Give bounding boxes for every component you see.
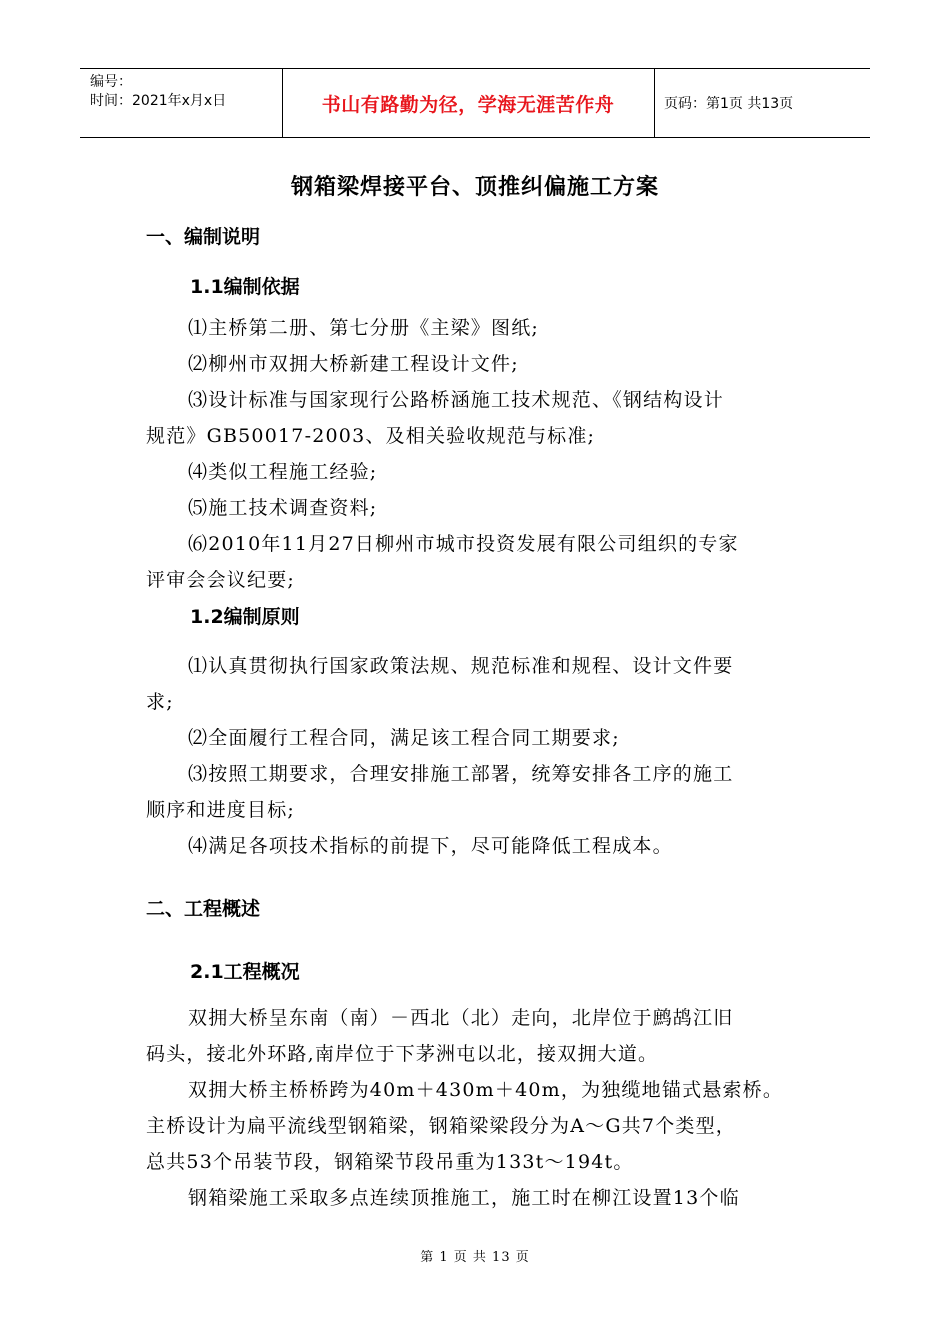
overview-paragraphs bbox=[146, 1000, 806, 1216]
list-item: ⑴认真贯彻执行国家政策法规、规范标准和规程、设计文件要 bbox=[188, 655, 734, 677]
page-footer: 第 1 页 共 13 页 bbox=[420, 1250, 530, 1265]
document-number: 编号： bbox=[90, 74, 132, 90]
list-item: ⑵全面履行工程合同，满足该工程合同工期要求; bbox=[188, 727, 620, 749]
header-page-info: 页码：第1页 共13页 bbox=[664, 96, 794, 112]
header-meta bbox=[80, 69, 283, 137]
list-item: ⑵柳州市双拥大桥新建工程设计文件; bbox=[188, 353, 519, 375]
page-header bbox=[80, 68, 870, 138]
list-item: ⑷类似工程施工经验; bbox=[188, 461, 378, 483]
paragraph-line: 双拥大桥主桥桥跨为40m＋430m＋40m，为独缆地锚式悬索桥。 bbox=[188, 1079, 784, 1101]
list-item: 顺序和进度目标; bbox=[146, 799, 296, 821]
list-item: 规范》GB50017-2003、及相关验收规范与标准; bbox=[146, 425, 596, 447]
paragraph-line: 钢箱梁施工采取多点连续顶推施工，施工时在柳江设置13个临 bbox=[188, 1187, 740, 1209]
principle-list bbox=[146, 648, 806, 864]
list-item: 评审会会议纪要; bbox=[146, 569, 296, 591]
list-item: ⑶按照工期要求，合理安排施工部署，统筹安排各工序的施工 bbox=[188, 763, 734, 785]
section-1-2-heading: 1.2编制原则 bbox=[190, 606, 300, 628]
list-item: ⑸施工技术调查资料; bbox=[188, 497, 378, 519]
section-2-heading: 二、工程概述 bbox=[146, 898, 261, 920]
list-item: ⑹2010年11月27日柳州市城市投资发展有限公司组织的专家 bbox=[188, 533, 739, 555]
header-motto: 书山有路勤为径，学海无涯苦作舟 bbox=[282, 69, 655, 137]
paragraph-line: 双拥大桥呈东南（南）－西北（北）走向，北岸位于鹧鸪江旧 bbox=[188, 1007, 734, 1029]
list-item: ⑷满足各项技术指标的前提下，尽可能降低工程成本。 bbox=[188, 835, 673, 857]
list-item: ⑴主桥第二册、第七分册《主梁》图纸; bbox=[188, 317, 540, 339]
list-item: 求; bbox=[146, 691, 174, 713]
section-1-heading: 一、编制说明 bbox=[146, 226, 261, 248]
paragraph-line: 码头，接北外环路,南岸位于下茅洲屯以北，接双拥大道。 bbox=[146, 1043, 659, 1065]
document-title: 钢箱梁焊接平台、顶推纠偏施工方案 bbox=[290, 175, 659, 200]
basis-list bbox=[146, 310, 806, 598]
section-1-1-heading: 1.1编制依据 bbox=[190, 276, 300, 298]
paragraph-line: 总共53个吊装节段，钢箱梁节段吊重为133t～194t。 bbox=[146, 1151, 634, 1173]
list-item: ⑶设计标准与国家现行公路桥涵施工技术规范、《钢结构设计 bbox=[188, 389, 724, 411]
paragraph-line: 主桥设计为扁平流线型钢箱梁，钢箱梁梁段分为A～G共7个类型， bbox=[146, 1115, 736, 1137]
document-date: 时间：2021年x月x日 bbox=[90, 93, 227, 109]
section-2-1-heading: 2.1工程概况 bbox=[190, 961, 300, 983]
